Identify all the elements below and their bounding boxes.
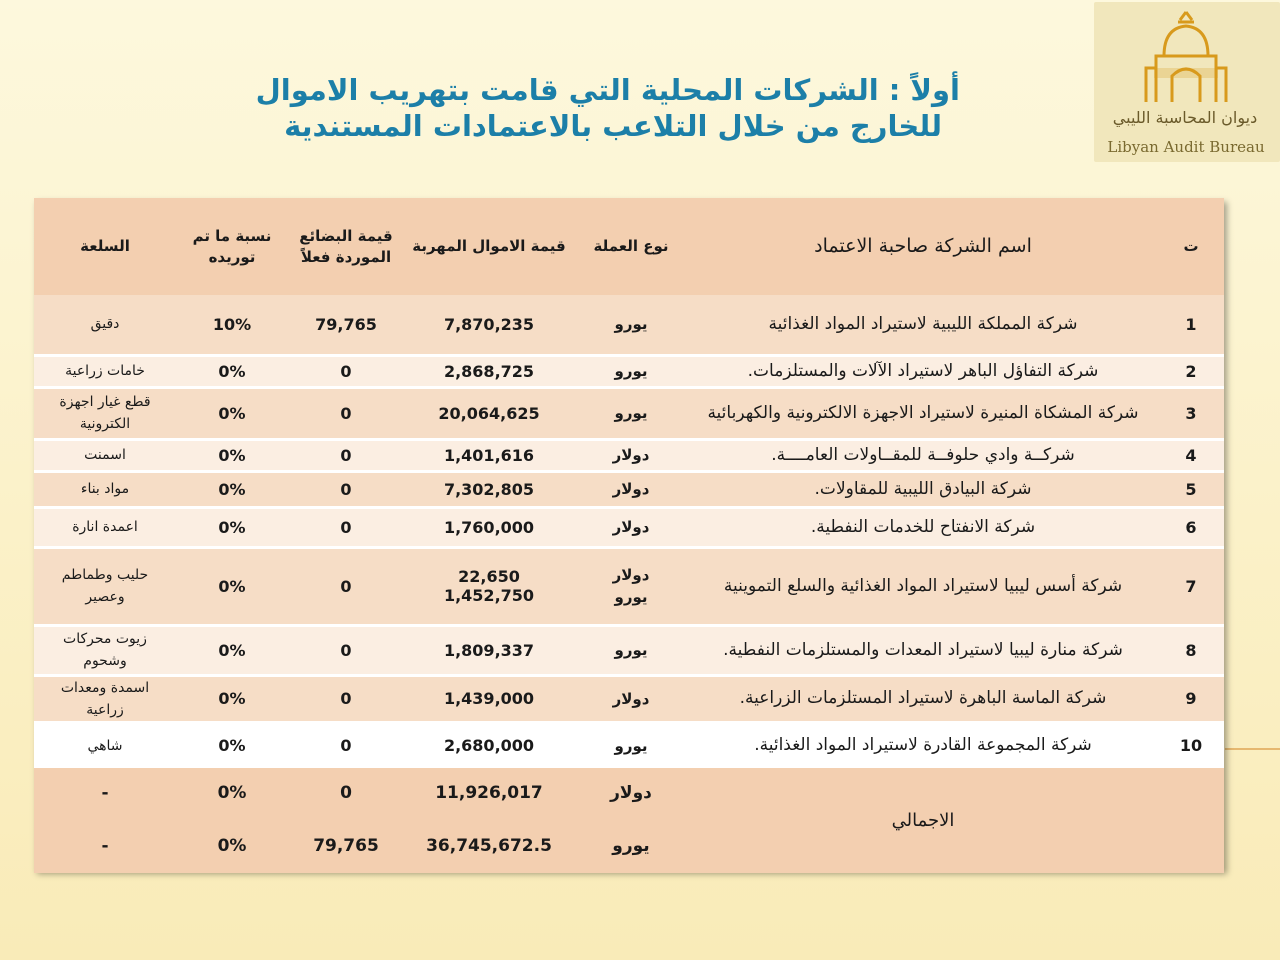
- row-supplied-value: 0: [288, 387, 404, 439]
- row-commodity: قطع غيار اجهزة الكترونية: [34, 387, 176, 439]
- row-commodity: مواد بناء: [34, 471, 176, 507]
- row-smuggled-value: 2,868,725: [404, 355, 574, 387]
- row-company: شركة أسس ليبيا لاستيراد المواد الغذائية والسلع التموينية: [688, 547, 1158, 625]
- table-row: [34, 439, 1224, 471]
- row-supplied-ratio: 10%: [212, 314, 252, 334]
- total-label: الاجمالي: [891, 810, 955, 831]
- row-commodity: دقيق: [90, 316, 120, 333]
- row-commodity: اسمنت: [34, 439, 176, 471]
- title-line-1: أولاً : الشركات المحلية التي قامت بتهريب الاموال: [255, 73, 960, 107]
- table-header-row: [34, 198, 1224, 295]
- row-supplied-ratio: 0%: [176, 355, 288, 387]
- row-smuggled-value: 22,650 1,452,750: [404, 547, 574, 625]
- row-company: شركــة وادي حلوفــة للمقــاولات العامــــة.: [688, 439, 1158, 471]
- total-ratio: 0%: [217, 783, 247, 803]
- row-smuggled-value: 7,870,235: [443, 314, 535, 334]
- row-index: 8: [1158, 625, 1224, 675]
- header-commodity: السلعة: [80, 237, 130, 255]
- row-currency: دولار: [574, 507, 688, 547]
- dome-emblem-icon: [1134, 6, 1238, 106]
- table-row: [34, 625, 1224, 675]
- row-supplied-ratio: 0%: [176, 439, 288, 471]
- row-smuggled-value: 1,809,337: [404, 625, 574, 675]
- row-supplied-value: 0: [288, 355, 404, 387]
- row-commodity: خامات زراعية: [34, 355, 176, 387]
- total-row-dollar: [34, 768, 1224, 818]
- row-company: شركة المجموعة القادرة لاستيراد المواد الغذائية.: [688, 722, 1158, 768]
- header-supplied-value: قيمة البضائع الموردة فعلاً: [299, 226, 393, 266]
- row-smuggled-value: 1,439,000: [404, 675, 574, 722]
- table-row: [34, 355, 1224, 387]
- row-company: شركة المملكة الليبية لاستيراد المواد الغذائية: [768, 313, 1078, 334]
- row-company: شركة الماسة الباهرة لاستيراد المستلزمات الزراعية.: [688, 675, 1158, 722]
- row-company: شركة البيادق الليبية للمقاولات.: [688, 471, 1158, 507]
- row-supplied-value: 0: [288, 507, 404, 547]
- table-row: [34, 507, 1224, 547]
- row-commodity: شاهي: [34, 722, 176, 768]
- header-index: ت: [1183, 237, 1199, 255]
- table-row: [34, 722, 1224, 768]
- row-index: 2: [1158, 355, 1224, 387]
- header-smuggled-value: قيمة الاموال المهربة: [412, 237, 566, 255]
- row-supplied-ratio: 0%: [176, 625, 288, 675]
- table-row: [34, 295, 1224, 355]
- table-row: [34, 387, 1224, 439]
- table-row: [34, 471, 1224, 507]
- row-currency: دولار يورو: [574, 547, 688, 625]
- total-supplied: 0: [340, 783, 352, 803]
- row-smuggled-value: 2,680,000: [404, 722, 574, 768]
- title-line-2: للخارج من خلال التلاعب بالاعتمادات المستندية: [284, 109, 942, 143]
- row-commodity: اعمدة انارة: [34, 507, 176, 547]
- row-index: 6: [1158, 507, 1224, 547]
- row-index: 9: [1158, 675, 1224, 722]
- row-index: 1: [1185, 314, 1197, 334]
- row-supplied-ratio: 0%: [176, 471, 288, 507]
- header-currency: نوع العملة: [593, 237, 669, 255]
- row-supplied-value: 0: [288, 439, 404, 471]
- row-company: شركة الانفتاح للخدمات النفطية.: [688, 507, 1158, 547]
- row-supplied-value: 79,765: [315, 314, 377, 334]
- row-currency: دولار: [574, 675, 688, 722]
- row-supplied-value: 0: [288, 675, 404, 722]
- total-supplied: 79,765: [313, 835, 379, 856]
- header-company: اسم الشركة صاحبة الاعتماد: [814, 235, 1032, 257]
- row-supplied-value: 0: [288, 625, 404, 675]
- logo-arabic-name: ديوان المحاسبة الليبي: [1112, 108, 1258, 127]
- companies-table-container: [34, 198, 1224, 870]
- total-currency: دولار: [610, 783, 652, 803]
- total-smuggled: 36,745,672.5: [426, 835, 552, 856]
- row-commodity: زيوت محركات وشحوم: [34, 625, 176, 675]
- logo-english-name: Libyan Audit Bureau: [1107, 138, 1265, 156]
- table-row: [34, 675, 1224, 722]
- row-currency: دولار: [574, 471, 688, 507]
- page-title: [130, 72, 960, 144]
- row-commodity: حليب وطماطم وعصير: [34, 547, 176, 625]
- row-index: 4: [1158, 439, 1224, 471]
- row-supplied-ratio: 0%: [176, 722, 288, 768]
- row-supplied-value: 0: [288, 471, 404, 507]
- row-smuggled-value: 1,401,616: [404, 439, 574, 471]
- row-supplied-ratio: 0%: [176, 675, 288, 722]
- row-supplied-ratio: 0%: [176, 547, 288, 625]
- logo: [1094, 2, 1280, 162]
- row-smuggled-value: 7,302,805: [404, 471, 574, 507]
- row-smuggled-value: 20,064,625: [404, 387, 574, 439]
- row-company: شركة التفاؤل الباهر لاستيراد الآلات والمستلزمات.: [688, 355, 1158, 387]
- row-supplied-ratio: 0%: [176, 507, 288, 547]
- row-currency: يورو: [574, 625, 688, 675]
- decorative-line: [1225, 748, 1280, 750]
- row-commodity: اسمدة ومعدات زراعية: [34, 675, 176, 722]
- row-supplied-value: 0: [288, 722, 404, 768]
- total-smuggled: 11,926,017: [435, 783, 543, 803]
- row-index: 3: [1158, 387, 1224, 439]
- row-smuggled-value: 1,760,000: [404, 507, 574, 547]
- row-currency: يورو: [614, 315, 648, 334]
- row-supplied-ratio: 0%: [176, 387, 288, 439]
- row-currency: دولار: [574, 439, 688, 471]
- total-ratio: 0%: [217, 835, 247, 856]
- row-company: شركة المشكاة المنيرة لاستيراد الاجهزة الالكترونية والكهربائية: [688, 387, 1158, 439]
- table-row: [34, 547, 1224, 625]
- total-currency: يورو: [612, 835, 650, 856]
- row-index: 10: [1158, 722, 1224, 768]
- row-supplied-value: 0: [288, 547, 404, 625]
- companies-table: [34, 198, 1224, 873]
- total-commodity: -: [101, 783, 109, 803]
- row-currency: يورو: [574, 387, 688, 439]
- row-index: 5: [1158, 471, 1224, 507]
- row-currency: يورو: [574, 722, 688, 768]
- row-company: شركة منارة ليبيا لاستيراد المعدات والمستلزمات النفطية.: [688, 625, 1158, 675]
- row-index: 7: [1158, 547, 1224, 625]
- row-currency: يورو: [574, 355, 688, 387]
- header-supplied-ratio: نسبة ما تم توريده: [192, 226, 272, 266]
- total-commodity: -: [101, 835, 109, 856]
